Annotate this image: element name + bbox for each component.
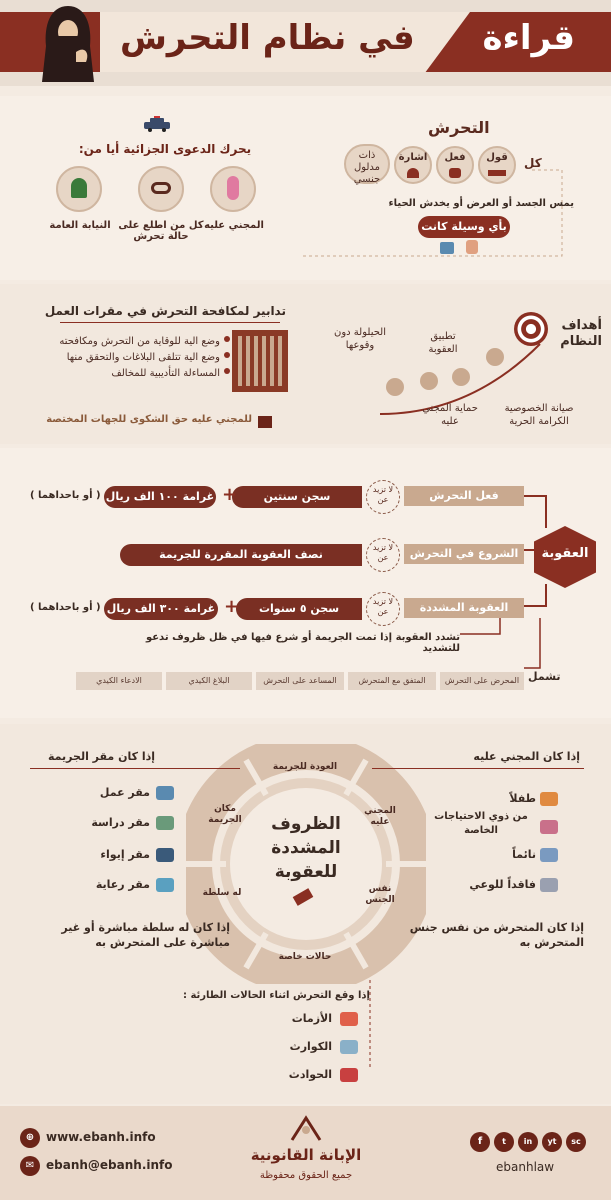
goals-title: أهداف النظام bbox=[560, 318, 602, 349]
care-icon bbox=[156, 878, 174, 892]
type-speech: قول bbox=[478, 146, 516, 184]
brand-logo-icon bbox=[286, 1114, 326, 1144]
youtube-icon[interactable]: yt bbox=[542, 1132, 562, 1152]
girl-icon bbox=[227, 176, 239, 200]
prosecutor-public: النيابة العامة bbox=[49, 220, 111, 231]
crash-icon bbox=[340, 1068, 358, 1082]
place-study: مقر دراسة bbox=[91, 816, 150, 829]
victim-child: طفلاً bbox=[509, 792, 536, 805]
site-link[interactable]: www.ebanh.info bbox=[46, 1130, 156, 1144]
row1-either: ( أو باحداهما ) bbox=[30, 490, 101, 501]
ring-authority: له سلطة bbox=[202, 888, 242, 898]
special-accidents: الحوادث bbox=[288, 1068, 332, 1081]
aggravating-section bbox=[0, 724, 611, 1104]
all-label: كل bbox=[524, 156, 542, 170]
police-car-icon bbox=[142, 116, 172, 132]
snapchat-icon[interactable]: sc bbox=[566, 1132, 586, 1152]
penalty-section bbox=[0, 448, 611, 718]
harassment-definition-section bbox=[0, 96, 611, 280]
footer bbox=[0, 1106, 611, 1200]
victim-circle bbox=[210, 166, 256, 212]
stretcher-icon bbox=[540, 878, 558, 892]
header bbox=[0, 0, 611, 86]
header-title-2: في نظام التحرش bbox=[120, 18, 415, 58]
web-icon: ⊕ bbox=[20, 1128, 40, 1148]
scales-icon bbox=[420, 372, 438, 390]
penalty-title: العقوبة bbox=[541, 546, 589, 561]
workplace-goals-section bbox=[0, 284, 611, 444]
note-connector bbox=[440, 618, 530, 648]
same-sex-text: إذا كان المتحرش من نفس جنس المتحرش به bbox=[409, 921, 584, 949]
row1-label: فعل التحرش bbox=[404, 486, 524, 506]
plus-icon: + bbox=[222, 484, 238, 505]
ring-victim: المجني عليه bbox=[364, 806, 396, 827]
twitter-icon[interactable]: t bbox=[494, 1132, 514, 1152]
goal-prevent: الحيلولة دون وقوعها bbox=[334, 327, 386, 351]
wheelchair-icon bbox=[540, 820, 558, 834]
workplace-item-2: وضع الية تتلقى البلاغات والتحقق منها bbox=[66, 352, 220, 363]
special-line bbox=[364, 980, 376, 1080]
penalty-note: تشدد العقوبة إذا تمت الجريمة أو شرع فيها في ظل ظروف تدعو للتشديد bbox=[145, 632, 460, 654]
eye-icon bbox=[486, 348, 504, 366]
special-disasters: الكوارث bbox=[289, 1040, 332, 1053]
harassment-title: التحرش bbox=[428, 118, 490, 137]
include-inciter: المحرض على التحرش bbox=[440, 672, 524, 690]
place-care: مقر رعاية bbox=[95, 878, 150, 891]
witness-circle bbox=[138, 166, 184, 212]
office-icon bbox=[156, 786, 174, 800]
child-icon bbox=[540, 792, 558, 806]
prosecutor-victim: المجني عليه bbox=[204, 220, 264, 231]
workplace-item-3: المساءلة التأديبية للمخالف bbox=[111, 368, 220, 379]
victim-asleep: نائماً bbox=[512, 848, 536, 861]
include-conspirator: المتفق مع المتحرش bbox=[348, 672, 436, 690]
saudi-emblem-icon bbox=[71, 178, 87, 198]
row3-fine: غرامة ٣٠٠ الف ريال bbox=[104, 598, 218, 620]
row3-either: ( أو باحداهما ) bbox=[30, 602, 101, 613]
hand-touch-icon bbox=[466, 240, 478, 254]
email-link[interactable]: ebanh@ebanh.info bbox=[46, 1158, 173, 1172]
definition-text: يمس الجسد أو العرض أو يخدش الحياء bbox=[388, 198, 574, 209]
type-gesture: اشارة bbox=[394, 146, 432, 184]
censored-icon bbox=[488, 170, 506, 176]
place-title: إذا كان مقر الجريمة bbox=[48, 750, 156, 763]
school-icon bbox=[156, 816, 174, 830]
goal-protect-victim: حماية المجني عليه bbox=[422, 403, 478, 427]
aggravating-center: الظروف المشددة للعقوبة bbox=[271, 814, 341, 882]
row2-label: الشروع في التحرش bbox=[404, 544, 524, 564]
shield-icon bbox=[452, 368, 470, 386]
brand-name: الإبانة القانونية bbox=[250, 1146, 362, 1164]
includes-label: تشمل bbox=[528, 670, 561, 683]
ring-repeat: العودة للجريمة bbox=[272, 762, 338, 772]
means-pill: بأي وسيلة كانت bbox=[418, 216, 510, 238]
include-false-claim: الادعاء الكيدي bbox=[76, 672, 162, 690]
row3-label: العقوبة المشددة bbox=[404, 598, 524, 618]
shelter-icon bbox=[156, 848, 174, 862]
social-handle[interactable]: ebanhlaw bbox=[496, 1160, 555, 1174]
heart-hands-icon bbox=[407, 168, 419, 178]
victim-unconscious: فاقداً للوعي bbox=[469, 878, 536, 891]
ring-place: مكان الجريمة bbox=[208, 804, 242, 825]
mail-icon: ✉ bbox=[20, 1156, 40, 1176]
storm-icon bbox=[340, 1040, 358, 1054]
workplace-title-line bbox=[60, 322, 280, 323]
hand-icon bbox=[449, 168, 461, 178]
special-title: إذا وقع التحرش اثناء الحالات الطارئة : bbox=[183, 990, 370, 1001]
monitor-icon bbox=[440, 242, 454, 254]
workplace-item-1: وضع الية للوقاية من التحرش ومكافحته bbox=[59, 336, 220, 347]
victim-title: إذا كان المجني عليه bbox=[473, 750, 580, 763]
plus-icon-2: + bbox=[224, 596, 240, 617]
workplace-note: للمجني عليه حق الشكوى للجهات المختصة bbox=[46, 414, 252, 425]
place-shelter: مقر إيواء bbox=[100, 848, 150, 861]
binoculars-icon bbox=[151, 182, 171, 194]
court-icon bbox=[258, 416, 272, 428]
place-work: مقر عمل bbox=[99, 786, 150, 799]
fire-icon bbox=[340, 1012, 358, 1026]
include-false-report: البلاغ الكيدي bbox=[166, 672, 252, 690]
row3-prison: سجن ٥ سنوات bbox=[236, 598, 362, 620]
target-icon bbox=[514, 312, 548, 346]
ring-same-sex: نفس الجنس bbox=[365, 884, 395, 905]
type-act: فعل bbox=[436, 146, 474, 184]
bed-icon bbox=[540, 848, 558, 862]
row3-cap: لا تزيد عن bbox=[366, 592, 400, 626]
prosecution-circle bbox=[56, 166, 102, 212]
row1-prison: سجن سنتين bbox=[232, 486, 362, 508]
authority-text: إذا كان له سلطة مباشرة أو غير مباشرة على المتحرش به bbox=[61, 921, 230, 949]
goal-privacy: صيانة الخصوصية الكرامة الحرية bbox=[504, 403, 574, 427]
row1-fine: غرامة ١٠٠ الف ريال bbox=[104, 486, 216, 508]
header-title-1: قراءة bbox=[482, 18, 575, 58]
special-crises: الأزمات bbox=[291, 1012, 332, 1025]
goal-apply-penalty: تطبيق العقوبة bbox=[428, 331, 458, 355]
row1-cap: لا تزيد عن bbox=[366, 480, 400, 514]
veiled-woman-icon bbox=[36, 2, 100, 82]
victim-special-needs: من ذوي الاحتياجات الخاصة bbox=[434, 811, 528, 836]
brand-rights: جميع الحقوق محفوظة bbox=[259, 1170, 353, 1181]
type-sexual: ذات مدلول جنسي bbox=[344, 144, 390, 184]
building-icon bbox=[232, 330, 288, 392]
row2-cap: لا تزيد عن bbox=[366, 538, 400, 572]
facebook-icon[interactable]: f bbox=[470, 1132, 490, 1152]
instagram-icon[interactable]: in bbox=[518, 1132, 538, 1152]
ring-special: حالات خاصة bbox=[278, 952, 332, 962]
include-accomplice: المساعد على التحرش bbox=[256, 672, 344, 690]
workplace-title: تدابير لمكافحة التحرش في مقرات العمل bbox=[44, 304, 286, 318]
row2-half: نصف العقوبة المقررة للجريمة bbox=[120, 544, 362, 566]
prosecutor-witness: كل من اطلع على حالة تحرش bbox=[118, 220, 204, 242]
prohibit-icon bbox=[386, 378, 404, 396]
prosecution-title: يحرك الدعوى الجزائية أيا من: bbox=[78, 142, 252, 156]
